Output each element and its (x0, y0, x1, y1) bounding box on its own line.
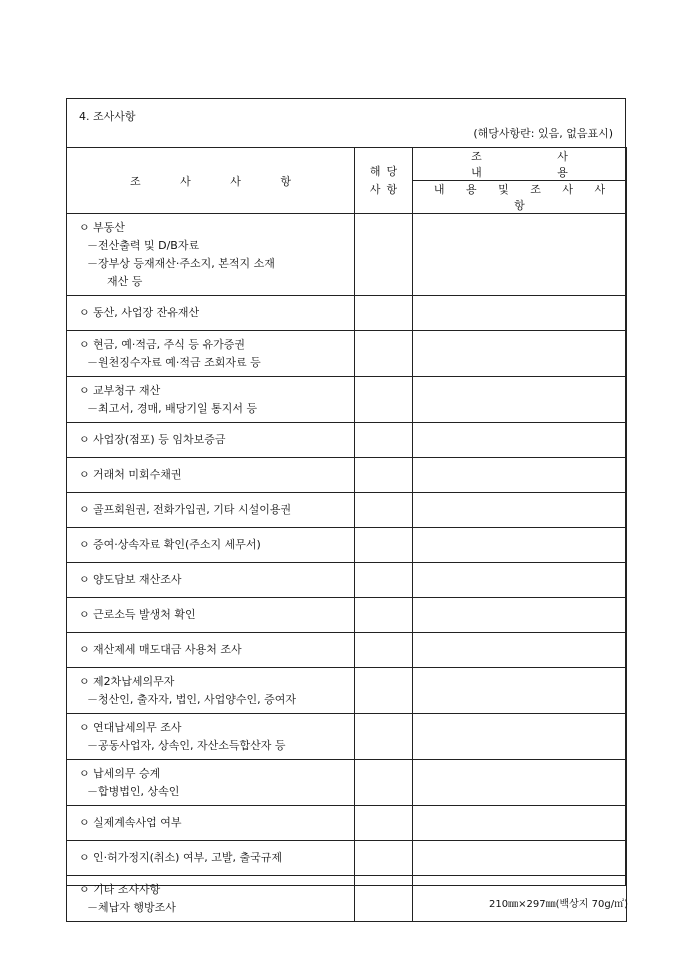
item-sub: －공동사업자, 상속인, 자산소득합산자 등 (87, 739, 286, 752)
item-cell (67, 296, 355, 331)
content-cell[interactable] (413, 458, 627, 493)
applicable-cell[interactable] (355, 876, 413, 922)
bullet-icon: ㅇ (79, 767, 90, 780)
header-content-detail: 내 용 및 조 사 사 항 (413, 181, 627, 214)
bullet-icon: ㅇ (79, 306, 90, 319)
content-cell[interactable] (413, 760, 627, 806)
item-main: 인·허가정지(취소) 여부, 고발, 출국규제 (93, 851, 282, 864)
item-main: 사업장(점포) 등 임차보증금 (93, 433, 226, 446)
applicable-cell[interactable] (355, 296, 413, 331)
item-sub: －전산출력 및 D/B자료 (87, 239, 200, 252)
bullet-icon: ㅇ (79, 721, 90, 734)
item-main: 제2차납세의무자 (93, 675, 175, 688)
item-main: 부동산 (93, 221, 125, 234)
applicable-cell[interactable] (355, 668, 413, 714)
content-cell[interactable] (413, 377, 627, 423)
bullet-icon: ㅇ (79, 338, 90, 351)
applicable-cell[interactable] (355, 528, 413, 563)
item-cell (67, 714, 355, 760)
item-cell (67, 331, 355, 377)
table-row (67, 377, 627, 423)
applicable-cell[interactable] (355, 633, 413, 668)
item-cell (67, 563, 355, 598)
table-row (67, 563, 627, 598)
item-cell (67, 377, 355, 423)
item-sub: －체납자 행방조사 (87, 901, 176, 914)
table-row (67, 493, 627, 528)
item-cell (67, 806, 355, 841)
item-main: 동산, 사업장 잔유재산 (93, 306, 200, 319)
item-sub: －청산인, 출자자, 법인, 사업양수인, 증여자 (87, 693, 296, 706)
item-main: 연대납세의무 조사 (93, 721, 182, 734)
bullet-icon: ㅇ (79, 468, 90, 481)
bullet-icon: ㅇ (79, 643, 90, 656)
bullet-icon: ㅇ (79, 384, 90, 397)
table-row (67, 528, 627, 563)
applicable-cell[interactable] (355, 214, 413, 296)
table-row (67, 296, 627, 331)
applicable-cell[interactable] (355, 377, 413, 423)
applicable-cell[interactable] (355, 423, 413, 458)
table-row (67, 214, 627, 296)
item-cell (67, 841, 355, 876)
applicable-cell[interactable] (355, 841, 413, 876)
content-cell[interactable] (413, 668, 627, 714)
table-row (67, 331, 627, 377)
applicable-cell[interactable] (355, 598, 413, 633)
marking-note: (해당사항란: 있음, 없음표시) (473, 127, 613, 140)
bullet-icon: ㅇ (79, 816, 90, 829)
item-main: 거래처 미회수채권 (93, 468, 182, 481)
content-cell[interactable] (413, 806, 627, 841)
bullet-icon: ㅇ (79, 883, 90, 896)
item-cell (67, 668, 355, 714)
content-cell[interactable] (413, 493, 627, 528)
bullet-icon: ㅇ (79, 573, 90, 586)
header-item: 조 사 사 항 (67, 148, 355, 214)
table-row (67, 714, 627, 760)
table-row (67, 806, 627, 841)
item-cell (67, 598, 355, 633)
item-sub: －장부상 등재재산·주소지, 본적지 소재 (87, 257, 275, 270)
table-row (67, 841, 627, 876)
item-main: 골프회원권, 전화가입권, 기타 시설이용권 (93, 503, 292, 516)
section-title: 4. 조사사항 (79, 110, 136, 123)
header-applicable-line1: 해당 (369, 164, 404, 178)
table-row (67, 423, 627, 458)
content-cell[interactable] (413, 296, 627, 331)
item-cell (67, 493, 355, 528)
header-applicable-line2: 사항 (369, 182, 404, 196)
bullet-icon: ㅇ (79, 433, 90, 446)
item-main: 현금, 예·적금, 주식 등 유가증권 (93, 338, 245, 351)
content-cell[interactable] (413, 563, 627, 598)
applicable-cell[interactable] (355, 331, 413, 377)
item-cell (67, 876, 355, 922)
header-content: 조 사 내 용 (413, 148, 627, 181)
item-cell (67, 760, 355, 806)
item-main: 실제계속사업 여부 (93, 816, 182, 829)
table-row (67, 598, 627, 633)
bullet-icon: ㅇ (79, 503, 90, 516)
table-row (67, 760, 627, 806)
item-main: 기타 조사사항 (93, 883, 161, 896)
item-main: 증여·상속자료 확인(주소지 세무서) (93, 538, 261, 551)
bullet-icon: ㅇ (79, 538, 90, 551)
item-sub: －원천징수자료 예·적금 조회자료 등 (87, 356, 261, 369)
header-applicable (355, 148, 413, 214)
table-row (67, 668, 627, 714)
content-cell[interactable] (413, 598, 627, 633)
item-main: 근로소득 발생처 확인 (93, 608, 196, 621)
item-main: 교부청구 재산 (93, 384, 161, 397)
table-row (67, 633, 627, 668)
paper-spec: 210㎜×297㎜(백상지 70g/㎡) (489, 899, 628, 910)
applicable-cell[interactable] (355, 493, 413, 528)
bullet-icon: ㅇ (79, 608, 90, 621)
investigation-table (66, 147, 627, 922)
content-cell[interactable] (413, 714, 627, 760)
item-main: 납세의무 승계 (93, 767, 161, 780)
item-sub: 재산 등 (107, 275, 143, 288)
bullet-icon: ㅇ (79, 221, 90, 234)
bullet-icon: ㅇ (79, 675, 90, 688)
applicable-cell[interactable] (355, 563, 413, 598)
applicable-cell[interactable] (355, 714, 413, 760)
item-sub: －합병법인, 상속인 (87, 785, 180, 798)
item-main: 재산제세 매도대금 사용처 조사 (93, 643, 242, 656)
item-sub: －최고서, 경매, 배당기일 통지서 등 (87, 402, 258, 415)
item-cell (67, 528, 355, 563)
item-main: 양도담보 재산조사 (93, 573, 182, 586)
content-cell[interactable] (413, 841, 627, 876)
item-cell (67, 214, 355, 296)
content-cell[interactable] (413, 214, 627, 296)
content-cell[interactable] (413, 528, 627, 563)
content-cell[interactable] (413, 633, 627, 668)
bullet-icon: ㅇ (79, 851, 90, 864)
content-cell[interactable] (413, 423, 627, 458)
item-cell (67, 633, 355, 668)
applicable-cell[interactable] (355, 458, 413, 493)
content-cell[interactable] (413, 331, 627, 377)
applicable-cell[interactable] (355, 806, 413, 841)
table-row (67, 458, 627, 493)
applicable-cell[interactable] (355, 760, 413, 806)
item-cell (67, 458, 355, 493)
item-cell (67, 423, 355, 458)
